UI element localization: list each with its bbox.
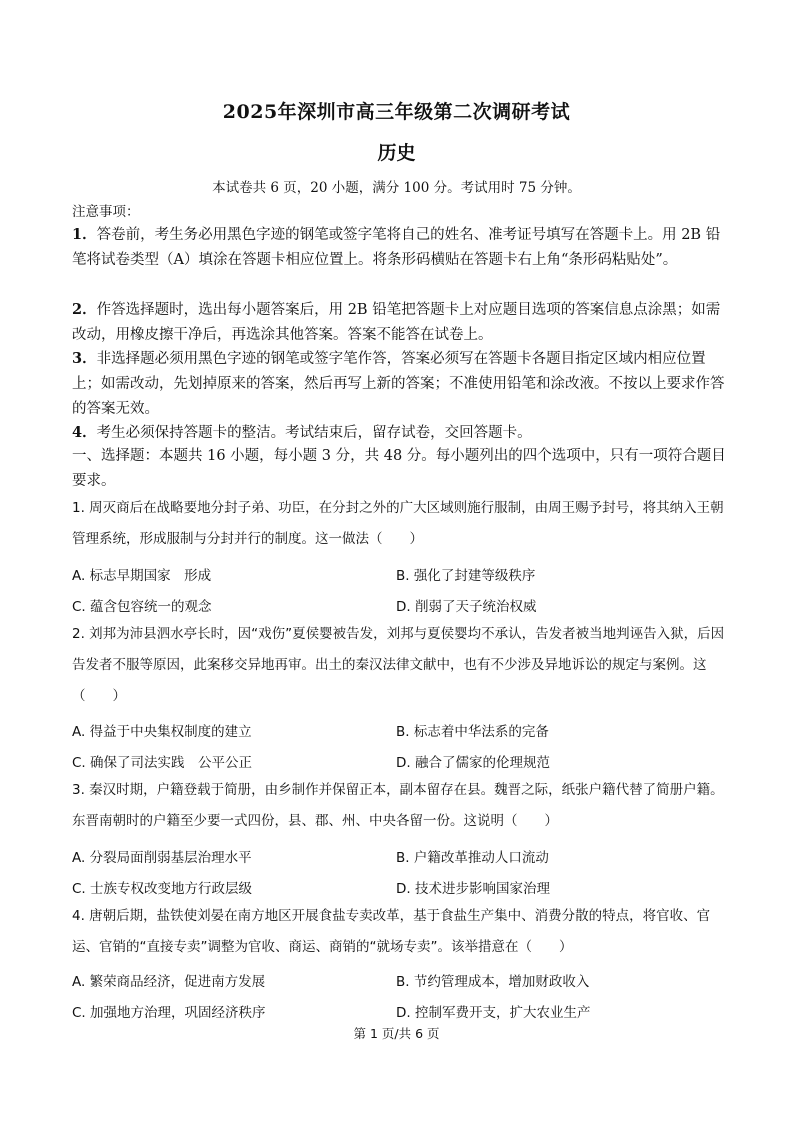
question-2-option-d: D. 融合了儒家的伦理规范: [396, 755, 550, 771]
question-2-stem: 2. 刘邦为沛县泗水亭长时，因“戏伤”夏侯婴被告发，刘邦与夏侯婴均不承认，告发者被当地判诬告入狱，后因告发者不服等原因，此案移交异地再审。出土的秦汉法律文献中，也有不少涉及异地诉讼的规定与案例。这（ ）: [72, 626, 725, 704]
notice-heading: 注意事项：: [72, 204, 140, 220]
notice-item-text: 作答选择题时，选出每小题答案后，用 2B 铅笔把答题卡上对应题目选项的答案信息点涂黑；如需改动，用橡皮擦干净后，再选涂其他答案。答案不能答在试卷上。: [72, 302, 721, 343]
notice-item-number: 1．: [72, 226, 97, 243]
notice-item-3: [72, 346, 732, 422]
notice-item-number: 4．: [72, 424, 97, 441]
page-footer: 第 1 页/共 6 页: [353, 1026, 440, 1041]
question-2-option-a: A. 得益于中央集权制度的建立: [72, 724, 252, 740]
question-4-option-c: C. 加强地方治理，巩固经济秩序: [72, 1005, 266, 1021]
notice-item-2: [72, 297, 732, 348]
question-1-option-a: A. 标志早期国家 形成: [72, 568, 212, 584]
question-3-option-d: D. 技术进步影响国家治理: [396, 881, 550, 897]
question-3-stem: 3. 秦汉时期，户籍登载于简册，由乡制作并保留正本，副本留存在县。魏晋之际，纸张户籍代替了简册户籍。东晋南朝时的户籍至少要一式四份，县、郡、州、中央各留一份。这说明（ ）: [72, 782, 724, 829]
question-3-option-a: A. 分裂局面削弱基层治理水平: [72, 850, 252, 866]
notice-item-4: [72, 420, 732, 446]
question-1-option-d: D. 削弱了天子统治权威: [396, 599, 537, 615]
notice-item-number: 2．: [72, 301, 97, 318]
question-4-stem: 4. 唐朝后期，盐铁使刘晏在南方地区开展食盐专卖改革，基于食盐生产集中、消费分散的特点，将官收、官运、官销的“直接专卖”调整为官收、商运、商销的“就场专卖”。该举措意在（ ）: [72, 908, 711, 955]
exam-title: 2025年深圳市高三年级第二次调研考试: [222, 101, 571, 123]
question-1-stem: 1. 周灭商后在战略要地分封子弟、功臣，在分封之外的广大区域则施行服制，由周王赐予封号，将其纳入王朝管理系统，形成服制与分封并行的制度。这一做法（ ）: [72, 500, 724, 547]
question-2-option-c: C. 确保了司法实践 公平公正: [72, 755, 253, 771]
notice-item-1: [72, 222, 732, 273]
section-heading: 一、选择题：本题共 16 小题，每小题 3 分，共 48 分。每小题列出的四个选项中，只有一项符合题目要求。: [72, 448, 726, 489]
notice-item-text: 考生必须保持答题卡的整洁。考试结束后，留存试卷，交回答题卡。: [96, 425, 532, 441]
question-4-option-b: B. 节约管理成本，增加财政收入: [396, 974, 590, 990]
question-3-option-b: B. 户籍改革推动人口流动: [396, 850, 549, 866]
question-1-option-c: C. 蕴含包容统一的观念: [72, 599, 212, 615]
question-4-option-d: D. 控制军费开支，扩大农业生产: [396, 1005, 591, 1021]
question-4-option-a: A. 繁荣商品经济，促进南方发展: [72, 974, 266, 990]
exam-meta: 本试卷共 6 页，20 小题，满分 100 分。考试用时 75 分钟。: [212, 180, 581, 196]
subject-title: 历史: [377, 142, 416, 164]
question-1-option-b: B. 强化了封建等级秩序: [396, 568, 536, 584]
notice-item-number: 3．: [72, 350, 97, 367]
notice-item-text: 答卷前，考生务必用黑色字迹的钢笔或签字笔将自己的姓名、准考证号填写在答题卡上。用 2B 铅笔将试卷类型（A）填涂在答题卡相应位置上。将条形码横贴在答题卡右上角“条形码粘贴处”。: [72, 227, 721, 268]
question-3-option-c: C. 士族专权改变地方行政层级: [72, 881, 253, 897]
notice-item-text: 非选择题必须用黑色字迹的钢笔或签字笔作答，答案必须写在答题卡各题目指定区域内相应位置上；如需改动，先划掉原来的答案，然后再写上新的答案；不准使用铅笔和涂改液。不按以上要求作答的答案无效。: [72, 351, 725, 417]
question-2-option-b: B. 标志着中华法系的完备: [396, 724, 549, 740]
